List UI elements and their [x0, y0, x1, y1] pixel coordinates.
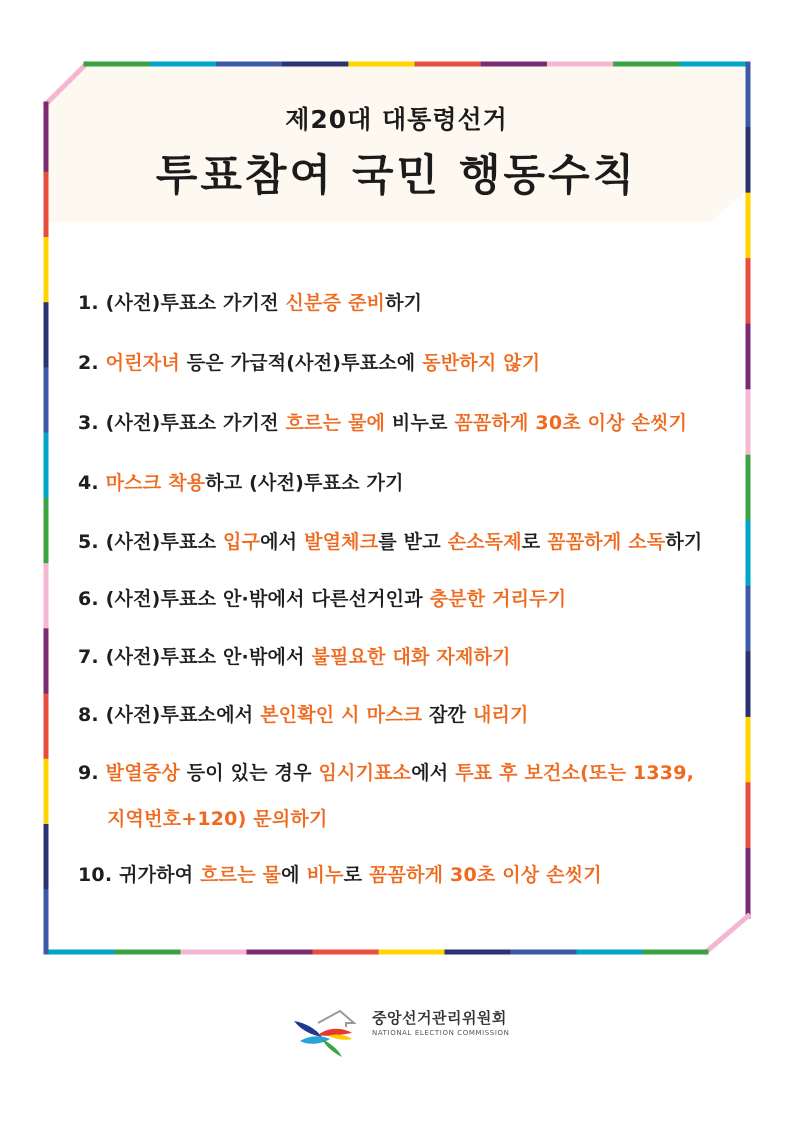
rule-text: 를 받고 — [378, 531, 448, 553]
rule-text: 에 — [281, 864, 307, 886]
rule-text: 에서 — [260, 531, 305, 553]
rule-highlight: 비누 — [306, 864, 344, 886]
nec-emblem-icon — [288, 1005, 368, 1060]
rule-highlight: 본인확인 시 마스크 — [260, 704, 423, 726]
rule-text: 6. (사전)투표소 안·밖에서 다른선거인과 — [78, 588, 430, 610]
rule-text: 비누로 — [385, 412, 455, 434]
rule-text: 9. — [78, 762, 106, 784]
logo-text-english: NATIONAL ELECTION COMMISSION — [372, 1029, 510, 1037]
rule-highlight: 마스크 착용 — [105, 472, 206, 494]
rule-text: 로 — [343, 864, 369, 886]
rule-highlight: 입구 — [223, 531, 261, 553]
nec-logo — [288, 1005, 518, 1065]
rule-highlight: 내리기 — [472, 704, 529, 726]
rule-text: 하기 — [665, 531, 703, 553]
rule-text: 1. (사전)투표소 가기전 — [78, 292, 286, 314]
rule-text: 하고 (사전)투표소 가기 — [205, 472, 404, 494]
rule-highlight: 꼼꼼하게 30초 이상 손씻기 — [454, 412, 688, 434]
rule-text: 하기 — [385, 292, 423, 314]
rule-text: 10. 귀가하여 — [78, 864, 201, 886]
logo-text-korean: 중앙선거관리위원회 — [372, 1009, 507, 1027]
rule-item — [78, 584, 566, 611]
page-subtitle: 제20대 대통령선거 — [285, 105, 508, 134]
rule-text: 로 — [521, 531, 548, 553]
rule-text: 7. (사전)투표소 안·밖에서 — [78, 646, 312, 668]
rule-highlight: 임시기표소 — [318, 762, 412, 784]
rule-highlight: 흐르는 물에 — [285, 412, 386, 434]
rule-text: 등이 있는 경우 — [179, 762, 319, 784]
rule-text: 잠깐 — [422, 704, 473, 726]
rule-highlight: 투표 후 보건소(또는 1339, — [455, 762, 695, 784]
rule-highlight: 동반하지 않기 — [422, 352, 541, 374]
rule-text: 3. (사전)투표소 가기전 — [78, 412, 286, 434]
rule-highlight: 불필요한 대화 자제하기 — [311, 646, 511, 668]
rule-text: 2. — [78, 352, 106, 374]
rule-highlight: 흐르는 물 — [200, 864, 282, 886]
rule-item — [78, 468, 404, 495]
rule-item — [107, 804, 328, 831]
rule-highlight: 충분한 거리두기 — [429, 588, 567, 610]
frame-segment — [706, 916, 748, 952]
rule-text: 등은 가급적(사전)투표소에 — [179, 352, 423, 374]
rule-text: 에서 — [411, 762, 456, 784]
rule-highlight: 꼼꼼하게 소독 — [547, 531, 666, 553]
page-title: 투표참여 국민 행동수칙 — [155, 151, 638, 201]
rule-highlight: 신분증 준비 — [285, 292, 386, 314]
rule-highlight: 어린자녀 — [105, 352, 180, 374]
rule-item — [78, 860, 602, 887]
rule-item — [78, 758, 694, 785]
rule-highlight: 발열체크 — [304, 531, 379, 553]
rule-item — [78, 700, 529, 727]
rule-item — [78, 642, 511, 669]
rule-highlight: 발열증상 — [105, 762, 180, 784]
rule-highlight: 꼼꼼하게 30초 이상 손씻기 — [369, 864, 602, 886]
rule-item — [78, 288, 422, 315]
rule-item — [78, 527, 702, 554]
rule-item — [78, 408, 687, 435]
rule-item — [78, 348, 540, 375]
rule-text: 8. (사전)투표소에서 — [78, 704, 261, 726]
rule-highlight: 지역번호+120) 문의하기 — [107, 808, 328, 830]
rule-text: 4. — [78, 472, 106, 494]
rule-text: 5. (사전)투표소 — [78, 531, 224, 553]
rule-highlight: 손소독제 — [447, 531, 522, 553]
